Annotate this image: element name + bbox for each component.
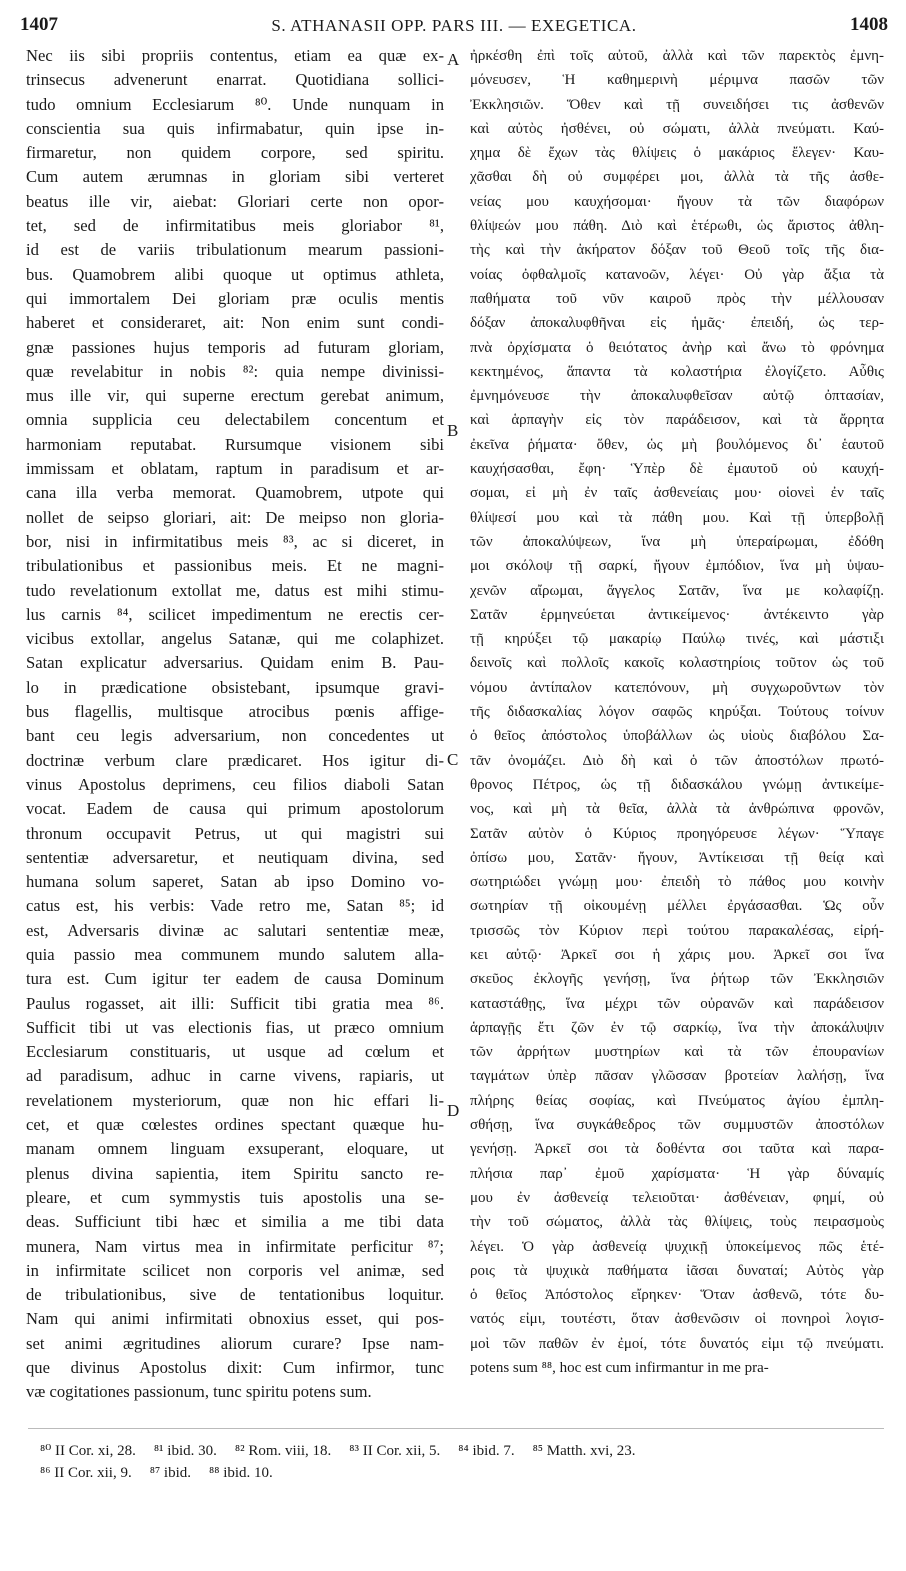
greek-text-line: σθήσῃ, ἵνα συγκάθεδρος τῶν συμμυστῶν ἀποστόλων bbox=[470, 1117, 884, 1134]
greek-text-line: σκεῦος ἐκλογῆς γενήσῃ, ἵνα ῥήτωρ τῶν Ἐκκλησιῶν bbox=[470, 971, 884, 988]
footnote: ⁸⁰ II Cor. xi, 28. bbox=[40, 1443, 136, 1459]
latin-text-line: bor, nisi in infirmitatibus meis ⁸³, ac si diceret, in bbox=[26, 531, 444, 551]
latin-text-line: thronum occupavit Petrus, ut qui magistri sui bbox=[26, 823, 444, 843]
greek-text-line: δεινοῖς καὶ πολλοῖς κακοῖς κολαστηρίοις τοῦτον ὡς τοῦ bbox=[470, 655, 884, 672]
latin-text-line: væ cogitationes passionum, tunc spiritu potens sum. bbox=[26, 1382, 372, 1402]
margin-mark-d: D bbox=[447, 1101, 460, 1120]
greek-text-line: χημα δὲ ἔχων τὰς θλίψεις ὁ μακάριος ἔλεγεν· Καυ- bbox=[470, 145, 884, 162]
latin-text-line: Nec iis sibi propriis contentus, etiam ea quæ ex- bbox=[26, 46, 444, 65]
latin-text-line: sententiæ adversaretur, et neutiquam divina, sed bbox=[26, 847, 444, 867]
greek-text-line: παθήματα τοῦ νῦν καιροῦ πρὸς τὴν μέλλουσαν bbox=[470, 290, 884, 307]
greek-text-line: χενῶν αἴρωμαι, ἄγγελος Σατᾶν, ἵνα με κολαφίζῃ. bbox=[470, 582, 884, 599]
latin-text-line: beatus ille vir, aiebat: Gloriari certe non opor- bbox=[26, 191, 444, 211]
latin-text-line: Sufficit tibi ut vas electionis fias, ut præco omnium bbox=[26, 1017, 444, 1037]
greek-text-line: Ἐκκλησιῶν. Ὅθεν καὶ τῇ συνειδήσει τις ἀσθενῶν bbox=[470, 96, 884, 113]
latin-text-line: deas. Sufficiunt tibi hæc et similia a me tibi data bbox=[26, 1212, 444, 1232]
page-number-right: 1408 bbox=[850, 14, 888, 35]
latin-text-line: pleare, et cum symmystis tuis apostolis una se- bbox=[26, 1187, 444, 1207]
latin-text-line: ad paradisum, adhuc in carne vivens, rapiaris, ut bbox=[26, 1066, 444, 1086]
latin-text-line: firmaretur, non quidem corpore, sed spiritu. bbox=[26, 143, 444, 163]
latin-text-line: bus. Quamobrem alibi quoque ut optimus athleta, bbox=[26, 264, 444, 284]
greek-text-line: σομαι, εἰ μὴ ἐν ταῖς ἀσθενείαις μου· οἱονεὶ ἐν ταῖς bbox=[470, 485, 884, 502]
greek-text-line: καὶ αὐτὸς ἠσθένει, οὐ σώματι, ἀλλὰ πνεύματι. Καύ- bbox=[470, 120, 884, 137]
greek-text-line: τὴς καὶ τὴν ἀκήρατον δόξαν τοῦ Θεοῦ τοῖς τῆς δια- bbox=[470, 242, 884, 259]
latin-text-line: est, Adversaris divinæ ac salutari sententiæ meæ, bbox=[26, 920, 444, 940]
greek-text-line: potens sum ⁸⁸, hoc est cum infirmantur in me pra- bbox=[470, 1360, 769, 1377]
greek-text-line: ταγμάτων ὑπὲρ πᾶσαν γλῶσσαν βροτείαν λαλήσῃ, ἵνα bbox=[470, 1068, 884, 1085]
footnote: ⁸³ II Cor. xii, 5. bbox=[349, 1443, 441, 1459]
latin-text-line: gnæ passiones hujus temporis ad futuram gloriam, bbox=[26, 337, 444, 357]
greek-text-line: θλίψεών μου πάθη. Διὸ καὶ ἑτέρωθι, ὡς ἄριστος ἀθλη- bbox=[470, 218, 884, 235]
latin-text-line: bant ceu legis adversarium, non concedentes ut bbox=[26, 726, 444, 746]
greek-text-line: ἐκεῖνα ῥήματα· ὅθεν, ὡς μὴ βουλόμενος δι᾽ ἑαυτοῦ bbox=[470, 436, 884, 453]
greek-text-line: μου ἐν ἀσθενείᾳ τελειοῦται· ἀσθένειαν, φημί, οὐ bbox=[470, 1189, 884, 1206]
footnote: ⁸⁸ ibid. 10. bbox=[209, 1465, 273, 1481]
greek-text-line: ἠρκέσθη ἐπὶ τοῖς αὐτοῦ, ἀλλὰ καὶ τῶν παρεκτὸς ἐμνη- bbox=[470, 48, 884, 64]
latin-text-line: de tribulationibus, sive de tentationibus loquitur. bbox=[26, 1285, 444, 1305]
footnote: ⁸² Rom. viii, 18. bbox=[234, 1443, 332, 1459]
latin-text-line: id est de variis tribulationum mearum passioni- bbox=[26, 240, 444, 260]
greek-text-line: μόνευσεν, Ἡ καθημερινὴ μέριμνα πασῶν τῶν bbox=[470, 72, 884, 89]
greek-text-line: κεκτημένος, ἅπαντα τὰ κολαστήρια ἐλογίζετο. Αὖθις bbox=[470, 363, 884, 380]
running-title: S. ATHANASII OPP. PARS III. — EXEGETICA. bbox=[271, 16, 637, 35]
greek-column bbox=[470, 44, 884, 1380]
greek-text-line: τῶν ἀρρήτων μυστηρίων καὶ τὰ τῶν ἐπουρανίων bbox=[470, 1044, 884, 1061]
greek-text-line: ἐμνημόνευσε τὴν ἀποκαλυφθεῖσαν αὐτῷ ὀπτασίαν, bbox=[470, 388, 884, 405]
margin-mark-c: C bbox=[447, 750, 459, 769]
latin-text-line: tura est. Cum igitur ter eadem de causa Dominum bbox=[26, 969, 444, 989]
latin-text-line: lo in prædicatione obsistebant, ipsumque gravi- bbox=[26, 677, 444, 697]
greek-text-line: πνὰ ὀρχίσματα ὁ θειότατος ἀνὴρ καὶ ἄνω τὸ φρόνημα bbox=[470, 339, 884, 356]
latin-text-line: vocat. Eadem de causa qui primum apostolorum bbox=[26, 799, 444, 819]
greek-text-line: θρονος Πέτρος, ὡς τῇ διδασκάλου γνώμῃ ἀντικείμε- bbox=[470, 776, 884, 793]
latin-text-line: bus flagellis, multisque atrocibus pœnis affige- bbox=[26, 702, 444, 722]
footnotes bbox=[40, 1440, 888, 1484]
footnote: ⁸⁴ ibid. 7. bbox=[458, 1443, 515, 1459]
greek-text-line: τρισσῶς τὸν Κύριον περὶ τούτου παρακαλέσας, εἰρή- bbox=[470, 922, 884, 939]
greek-text-line: λέγει. Ὁ γὰρ ἀσθενείᾳ ψυχικῇ ὑποκείμενος πῶς ἑτέ- bbox=[470, 1238, 884, 1255]
greek-text-line: τὴν τοῦ σώματος, ἀλλὰ τὰς θλίψεις, τοὺς πειρασμοὺς bbox=[470, 1214, 884, 1231]
greek-text-line: νόμου ἀντίπαλον κατεπόνουν, μὴ συγχωροῦντων τὸν bbox=[470, 679, 884, 696]
latin-text-line: conscientia sua quis infirmabatur, quin ipse in- bbox=[26, 118, 444, 138]
greek-text-line: θλίψεσί μου καὶ τὰ πάθη μου. Καὶ τῇ ὑπερβολῇ bbox=[470, 509, 884, 526]
greek-text-line: νείας μου καυχήσομαι· ἤγουν τὰ τῶν διαφόρων bbox=[470, 193, 884, 210]
margin-section-marks bbox=[447, 44, 467, 1444]
greek-text-line: σωτηρίαν τῇ οἰκουμένῃ μέλλει ἐργάσασθαι. Ὡς οὖν bbox=[470, 898, 884, 915]
latin-text-line: cet, et quæ cœlestes ordines spectant quæque hu- bbox=[26, 1115, 444, 1135]
greek-text-line: κει αὐτῷ· Ἀρκεῖ σοι ἡ χάρις μου. Ἀρκεῖ σοι ἵνα bbox=[470, 946, 884, 963]
greek-text-line: νατός εἰμι, τουτέστι, ὅταν ἀσθενῶσιν οἱ πονηροὶ λογισ- bbox=[470, 1311, 884, 1328]
latin-text-line: Cum autem ærumnas in gloriam sibi verteret bbox=[26, 167, 444, 187]
margin-mark-a: A bbox=[447, 50, 460, 69]
latin-column bbox=[26, 44, 444, 1405]
latin-text-line: harmoniam reputabat. Rursumque visionem sibi bbox=[26, 434, 444, 454]
latin-text-line: tudo omnium Ecclesiarum ⁸⁰. Unde nunquam in bbox=[26, 94, 444, 114]
latin-text-line: set animi ægritudines aliorum curare? Ipse nam- bbox=[26, 1333, 444, 1353]
latin-text-line: catus est, his verbis: Vade retro me, Satan ⁸⁵; id bbox=[26, 896, 444, 916]
greek-text-line: ὁ θεῖος ἀπόστολος ὑποβάλλων ὡς υἱοὺς διαβόλου Σα- bbox=[470, 728, 884, 745]
greek-text-line: νος, καὶ μὴ τὰ θεῖα, ἀλλὰ τὰ ἀνθρώπινα φρονῶν, bbox=[470, 801, 884, 818]
page-number-left: 1407 bbox=[20, 14, 58, 35]
footnote: ⁸⁶ II Cor. xii, 9. bbox=[40, 1465, 132, 1481]
greek-text-line: ὁ θεῖος Ἀπόστολος εἴρηκεν· Ὅταν ἀσθενῶ, τότε δυ- bbox=[470, 1287, 884, 1304]
latin-text-line: nollet de seipso gloriari, ait: De meipso non gloria- bbox=[26, 507, 444, 527]
margin-mark-b: B bbox=[447, 421, 459, 440]
latin-text-line: cana illa verba memorat. Quamobrem, utpote qui bbox=[26, 483, 444, 503]
latin-text-line: mus ille vir, qui superne erectum gerebat animum, bbox=[26, 386, 444, 406]
footnote-line bbox=[40, 1462, 888, 1484]
latin-text-line: munera, Nam virtus mea in infirmitate perficitur ⁸⁷; bbox=[26, 1236, 444, 1256]
footnote: ⁸⁷ ibid. bbox=[149, 1465, 192, 1481]
latin-text-line: humana solum saperet, Satan ab ipso Domino vo- bbox=[26, 872, 444, 892]
greek-text-line: μοι σκόλοψ τῇ σαρκί, ἤγουν ἐμπόδιον, ἵνα μὴ ὑψαυ- bbox=[470, 558, 884, 575]
greek-text-line: δόξαν ἀποκαλυφθῆναι εἰς ἡμᾶς· ἐπειδή, ὡς τερ- bbox=[470, 315, 884, 332]
footnote-line bbox=[40, 1440, 888, 1462]
greek-text-line: ροις τὰ ψυχικὰ παθήματα ἰᾶσαι δυναταί; Αὐτὸς γὰρ bbox=[470, 1262, 884, 1279]
greek-text-line: ἁρπαγῇς ἔτι ζῶν ἐν τῷ σαρκίῳ, ἵνα τὴν ἀποκάλυψιν bbox=[470, 1019, 884, 1036]
latin-text-line: que divinus Apostolus dixit: Cum infirmor, tunc bbox=[26, 1358, 444, 1378]
greek-text-line: πλήρης θείας σοφίας, καὶ Πνεύματος ἁγίου ἐμπλη- bbox=[470, 1092, 884, 1109]
latin-text-line: omnia supplicia ceu delectabilem concentum et bbox=[26, 410, 444, 430]
latin-text-line: tet, sed de infirmitatibus meis gloriabor ⁸¹, bbox=[26, 216, 444, 236]
greek-text-line: τῆς διδασκαλίας λόγον σαφῶς κηρύξαι. Τούτους τοίνυν bbox=[470, 704, 884, 721]
running-header bbox=[20, 14, 888, 42]
latin-text-line: qui immortalem Dei gloriam præ oculis mentis bbox=[26, 288, 444, 308]
greek-text-line: ὀπίσω μου, Σατᾶν· ἤγουν, Ἀντίκεισαι τῇ θείᾳ καὶ bbox=[470, 849, 884, 866]
greek-text-line: τῶν ἀποκαλύψεων, ἵνα μὴ ὑπεραίρωμαι, ἐδόθη bbox=[470, 533, 884, 550]
latin-text-line: Nam qui animi infirmitati obnoxius esset, qui pos- bbox=[26, 1309, 444, 1329]
latin-text-line: lus carnis ⁸⁴, scilicet impedimentum ne erectis cer- bbox=[26, 604, 444, 624]
greek-text-line: τᾶν ὀνομάζει. Διὸ δὴ καὶ ὁ τῶν ἀποστόλων πρωτό- bbox=[470, 752, 884, 769]
latin-text-line: Satan explicatur adversarius. Quidam enim B. Pau- bbox=[26, 653, 444, 673]
latin-text-line: trinsecus advenerunt enarrat. Quotidiana sollici- bbox=[26, 70, 444, 90]
latin-text-line: Ecclesiarum constituaris, ut usque ad cœlum et bbox=[26, 1042, 444, 1062]
latin-text-line: tribulationibus et passionibus meis. Et ne magni- bbox=[26, 556, 444, 576]
latin-text-line: quia passio mea communem mundo salutem alla- bbox=[26, 944, 444, 964]
footnote: ⁸¹ ibid. 30. bbox=[153, 1443, 217, 1459]
latin-text-line: doctrinæ verbum clare prædicaret. Hos igitur di- bbox=[26, 750, 444, 770]
greek-text-line: πλήσια παρ᾽ ἐμοῦ χαρίσματα· Ἡ γὰρ δύναμίς bbox=[470, 1165, 884, 1182]
latin-text-line: vicibus extollar, angelus Satanæ, qui me colaphizet. bbox=[26, 629, 444, 649]
greek-text-line: Σατᾶν ἑρμηνεύεται ἀντικείμενος· ἀντέκειντο γὰρ bbox=[470, 606, 884, 623]
greek-text-line: σωτηριώδει γνώμῃ μου· ἐπειδὴ τὸ πάθος μου κοινὴν bbox=[470, 874, 884, 891]
latin-text-line: quæ revelabitur in nobis ⁸²: quia nempe divinissi- bbox=[26, 361, 444, 381]
greek-text-line: νοίας ὀφθαλμοῖς κατανοῶν, λέγει· Οὐ γὰρ ἄξια τὰ bbox=[470, 266, 884, 283]
greek-text-line: καυχήσασθαι, ἔφη· Ὑπὲρ δὲ ἐμαυτοῦ οὐ καυχή- bbox=[470, 461, 884, 478]
greek-text-line: γενήσῃ. Ἀρκεῖ σοι τὰ δοθέντα σοι ταῦτα καὶ παρα- bbox=[470, 1141, 884, 1158]
greek-text-line: καταστάθῃς, ἵνα μέχρι τῶν οὐρανῶν καὶ παράδεισον bbox=[470, 995, 884, 1012]
greek-text-line: Σατᾶν αὐτὸν ὁ Κύριος προηγόρευσε λέγων· Ὕπαγε bbox=[470, 825, 884, 842]
latin-text-line: Paulus rogasset, ait illi: Sufficit tibi gratia mea ⁸⁶. bbox=[26, 993, 444, 1013]
latin-text-line: in infirmitate scilicet non corporis vel animæ, sed bbox=[26, 1260, 444, 1280]
footnote: ⁸⁵ Matth. xvi, 23. bbox=[532, 1443, 636, 1459]
latin-text-line: tudo revelationum extollat me, datus est mihi stimu- bbox=[26, 580, 444, 600]
latin-text-line: manam omnem linguam exsuperant, eloquare, ut bbox=[26, 1139, 444, 1159]
greek-text-line: μοὶ τῶν παθῶν ἐν ἐμοί, τότε δυνατός εἰμι τῷ πνεύματι. bbox=[470, 1335, 884, 1352]
latin-text-line: vinus Apostolus deprimens, ceu filios diaboli Satan bbox=[26, 774, 444, 794]
latin-text-line: plenus divina sapientia, item Spiritu sancto re- bbox=[26, 1163, 444, 1183]
latin-text-line: immissam et oblatam, raptum in paradisum et ar- bbox=[26, 459, 444, 479]
greek-text-line: καὶ ἁρπαγὴν εἰς τὸν παράδεισον, καὶ τὰ ἄρρητα bbox=[470, 412, 884, 429]
greek-text-line: τῇ κηρύξει τῷ μακαρίῳ Παύλῳ τινές, καὶ μάστιξι bbox=[470, 631, 884, 648]
greek-text-line: χᾶσθαι δὴ οὐ συμφέρει μοι, ἀλλὰ τὰ τῆς ἀσθε- bbox=[470, 169, 884, 186]
footnote-rule bbox=[28, 1428, 884, 1429]
latin-text-line: haberet et consideraret, ait: Non enim sunt condi- bbox=[26, 313, 444, 333]
latin-text-line: revelationem mysteriorum, quæ non hic effari li- bbox=[26, 1090, 444, 1110]
